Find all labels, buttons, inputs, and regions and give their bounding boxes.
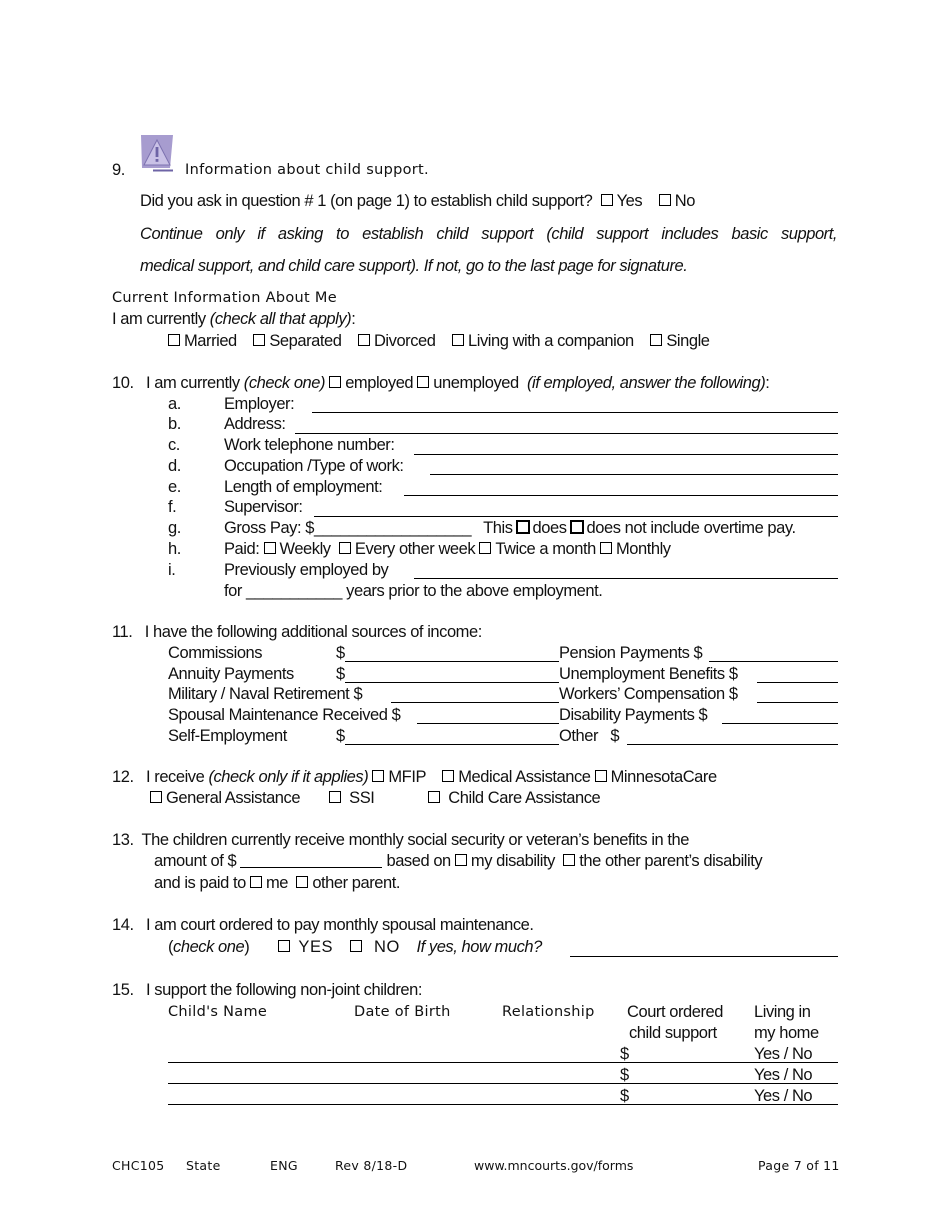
marital-options: [168, 331, 710, 351]
employed-checkbox[interactable]: [329, 376, 341, 388]
footer-code: CHC105: [112, 1158, 165, 1173]
q10-letter-g: g.: [168, 519, 181, 537]
annuity-field[interactable]: [345, 682, 559, 683]
q13-line2: [154, 851, 762, 871]
warning-icon: [139, 134, 175, 174]
q10-number: 10.: [112, 374, 134, 392]
paid-label: Paid:: [224, 540, 260, 558]
married-label: Married: [184, 332, 237, 350]
minnesotacare-label: MinnesotaCare: [610, 768, 717, 786]
married-checkbox[interactable]: [168, 334, 180, 346]
q10-letter-b: b.: [168, 415, 181, 433]
q14-line2: (check one) YES NO If yes, how much?: [168, 938, 542, 956]
my-disability-label: my disability: [470, 852, 555, 870]
workers-comp-field[interactable]: [757, 702, 838, 703]
medical-assistance-label: Medical Assistance: [458, 768, 591, 786]
q9-title: Information about child support.: [185, 162, 429, 178]
supervisor-field[interactable]: [314, 516, 838, 517]
companion-label: Living with a companion: [468, 332, 634, 350]
child-row-2[interactable]: [168, 1083, 838, 1084]
q12-qualifier: (check only if it applies): [208, 768, 369, 786]
q9-no-label: No: [674, 192, 695, 210]
footer-lang: ENG: [270, 1158, 298, 1173]
address-label: Address:: [224, 415, 286, 433]
previous-years-line[interactable]: for ___________ years prior to the above employment.: [224, 582, 603, 600]
q10-qualifier: (check one): [243, 374, 326, 392]
spousal-received-label: Spousal Maintenance Received $: [168, 706, 401, 724]
spousal-amount-field[interactable]: [570, 956, 838, 957]
current-info-heading: Current Information About Me: [112, 290, 337, 306]
occupation-label: Occupation /Type of work:: [224, 457, 404, 475]
q12-prefix: I receive: [146, 768, 205, 786]
previous-employer-label: Previously employed by: [224, 561, 389, 579]
separated-label: Separated: [269, 332, 342, 350]
q9-note-line1: Continue only if asking to establish child support (child support includes basic support,: [140, 225, 837, 243]
footer-url[interactable]: www.mncourts.gov/forms: [474, 1158, 634, 1173]
q11-number: 11.: [112, 623, 133, 641]
q14-text: I am court ordered to pay monthly spousal maintenance.: [146, 916, 534, 934]
does-not-checkbox[interactable]: [570, 520, 584, 534]
other-income-field[interactable]: [627, 744, 838, 745]
q14-how-much: If yes, how much?: [416, 938, 542, 956]
col-support-1: Court ordered: [627, 1003, 723, 1021]
workers-comp-label: Workers’ Compensation $: [559, 685, 738, 703]
q10-letter-f: f.: [168, 498, 177, 516]
gross-pay-line: [224, 518, 796, 538]
paid-me-checkbox[interactable]: [250, 876, 262, 888]
spousal-received-field[interactable]: [417, 723, 559, 724]
row3-dollar: $: [620, 1087, 629, 1105]
q10-letter-h: h.: [168, 540, 181, 558]
other-disability-label: the other parent’s disability: [579, 852, 763, 870]
row1-dollar: $: [620, 1045, 629, 1063]
minnesotacare-checkbox[interactable]: [595, 770, 607, 782]
q10-prefix: I am currently: [146, 374, 240, 392]
q9-yes-checkbox[interactable]: [601, 194, 613, 206]
monthly-checkbox[interactable]: [600, 542, 612, 554]
disability-payments-label: Disability Payments $: [559, 706, 708, 724]
general-assistance-label: General Assistance: [166, 789, 301, 807]
q9-question: [140, 191, 695, 211]
previous-employer-field[interactable]: [414, 578, 838, 579]
single-label: Single: [666, 332, 710, 350]
q10-colon: :: [765, 374, 770, 392]
gross-pay-this: This: [483, 519, 513, 537]
q10-letter-d: d.: [168, 457, 181, 475]
spousal-yes-checkbox[interactable]: [278, 940, 290, 952]
q10-hint: (if employed, answer the following): [526, 374, 766, 392]
child-row-1[interactable]: [168, 1062, 838, 1063]
mfip-checkbox[interactable]: [372, 770, 384, 782]
q15-line: [112, 980, 422, 1000]
self-employment-field[interactable]: [345, 744, 559, 745]
mfip-label: MFIP: [388, 768, 426, 786]
q11-line: [112, 622, 482, 642]
supervisor-label: Supervisor:: [224, 498, 303, 516]
employed-label: employed: [345, 374, 414, 392]
every-other-week-label: Every other week: [354, 540, 476, 558]
q12-number: 12.: [112, 768, 134, 786]
medical-assistance-checkbox[interactable]: [442, 770, 454, 782]
marital-prefix: I am currently: [112, 310, 206, 328]
does-checkbox[interactable]: [516, 520, 530, 534]
q10-letter-a: a.: [168, 395, 181, 413]
row3-yes-no[interactable]: Yes / No: [754, 1087, 813, 1105]
unemployed-checkbox[interactable]: [417, 376, 429, 388]
marital-status-prompt: [112, 309, 355, 329]
spousal-yes-label: YES: [298, 938, 334, 956]
row2-yes-no[interactable]: Yes / No: [754, 1066, 813, 1084]
q14-line1: [112, 915, 534, 935]
separated-checkbox[interactable]: [253, 334, 265, 346]
other-income-label: Other $: [559, 727, 620, 745]
unemployment-label: Unemployment Benefits $: [559, 665, 738, 683]
twice-month-label: Twice a month: [495, 540, 596, 558]
does-label: does: [532, 519, 567, 537]
col-support-2: child support: [629, 1024, 717, 1042]
footer-page: Page 7 of 11: [758, 1158, 840, 1173]
footer-rev: Rev 8/18-D: [335, 1158, 408, 1173]
pension-field[interactable]: [709, 661, 838, 662]
general-assistance-checkbox[interactable]: [150, 791, 162, 803]
q10-line: [112, 373, 769, 393]
ssi-checkbox[interactable]: [329, 791, 341, 803]
companion-checkbox[interactable]: [452, 334, 464, 346]
q9-question-text: Did you ask in question # 1 (on page 1) to establish child support?: [140, 192, 593, 210]
weekly-label: Weekly: [279, 540, 331, 558]
spousal-no-checkbox[interactable]: [350, 940, 362, 952]
divorced-label: Divorced: [373, 332, 436, 350]
commissions-field[interactable]: [345, 661, 559, 662]
q10-letter-i: i.: [168, 561, 176, 579]
paid-other-parent-label: other parent.: [312, 874, 401, 892]
q9-note-line2: medical support, and child care support). If not, go to the last page for signature.: [140, 257, 688, 275]
marital-colon: :: [351, 310, 356, 328]
q11-intro: I have the following additional sources of income:: [144, 623, 482, 641]
self-employment-label: Self-Employment: [168, 727, 287, 745]
q9-number: 9.: [112, 161, 125, 179]
col-child-name: Child's Name: [168, 1004, 268, 1020]
q13-line3: [154, 873, 400, 893]
col-relationship: Relationship: [502, 1004, 595, 1020]
every-other-week-checkbox[interactable]: [339, 542, 351, 554]
military-label: Military / Naval Retirement $: [168, 685, 363, 703]
employer-label: Employer:: [224, 395, 295, 413]
length-employment-field[interactable]: [404, 495, 838, 496]
child-care-label: Child Care Assistance: [448, 789, 601, 807]
q13-based-on: based on: [386, 852, 451, 870]
q10-letter-e: e.: [168, 478, 181, 496]
row2-dollar: $: [620, 1066, 629, 1084]
q13-amount-field[interactable]: [240, 853, 382, 868]
q13-line1: 13. The children currently receive monthly social security or veteran’s benefits in the: [112, 831, 690, 849]
gross-pay-label[interactable]: Gross Pay: $__________________: [224, 519, 472, 537]
q13-paid-to: and is paid to: [154, 874, 246, 892]
weekly-checkbox[interactable]: [264, 542, 276, 554]
unemployment-field[interactable]: [757, 682, 838, 683]
my-disability-checkbox[interactable]: [455, 854, 467, 866]
self-employment-dollar: $: [336, 727, 345, 745]
other-disability-checkbox[interactable]: [563, 854, 575, 866]
paid-other-parent-checkbox[interactable]: [296, 876, 308, 888]
does-not-label: does not include overtime pay.: [586, 519, 796, 537]
twice-month-checkbox[interactable]: [479, 542, 491, 554]
employer-field[interactable]: [312, 412, 838, 413]
work-phone-field[interactable]: [414, 454, 838, 455]
q9-yes-label: Yes: [616, 192, 643, 210]
col-home-2: my home: [754, 1024, 819, 1042]
q15-text: I support the following non-joint children:: [146, 981, 422, 999]
q10-letter-c: c.: [168, 436, 180, 454]
q15-number: 15.: [112, 981, 134, 999]
child-care-checkbox[interactable]: [428, 791, 440, 803]
single-checkbox[interactable]: [650, 334, 662, 346]
paid-me-label: me: [266, 874, 289, 892]
q12-line1: [112, 767, 717, 787]
pension-label: Pension Payments $: [559, 644, 703, 662]
q12-line2: [150, 788, 600, 808]
address-field[interactable]: [295, 433, 838, 434]
monthly-label: Monthly: [615, 540, 671, 558]
row1-yes-no[interactable]: Yes / No: [754, 1045, 813, 1063]
commissions-label: Commissions: [168, 644, 263, 662]
military-field[interactable]: [391, 702, 559, 703]
work-phone-label: Work telephone number:: [224, 436, 395, 454]
q14-number: 14.: [112, 916, 134, 934]
footer-state: State: [186, 1158, 221, 1173]
disability-payments-field[interactable]: [722, 723, 838, 724]
q14-check-one: check one: [173, 938, 245, 956]
annuity-dollar: $: [336, 665, 345, 683]
commissions-dollar: $: [336, 644, 345, 662]
annuity-label: Annuity Payments: [168, 665, 294, 683]
divorced-checkbox[interactable]: [358, 334, 370, 346]
marital-qualifier: (check all that apply): [209, 310, 352, 328]
ssi-label: SSI: [349, 789, 375, 807]
paid-line: [224, 539, 671, 559]
q13-amount-label: amount of $: [154, 852, 237, 870]
length-employment-label: Length of employment:: [224, 478, 383, 496]
unemployed-label: unemployed: [433, 374, 519, 392]
child-row-3[interactable]: [168, 1104, 838, 1105]
q9-no-checkbox[interactable]: [659, 194, 671, 206]
spousal-no-label: NO: [374, 938, 400, 956]
col-dob: Date of Birth: [354, 1004, 451, 1020]
occupation-field[interactable]: [430, 474, 838, 475]
col-home-1: Living in: [754, 1003, 811, 1021]
